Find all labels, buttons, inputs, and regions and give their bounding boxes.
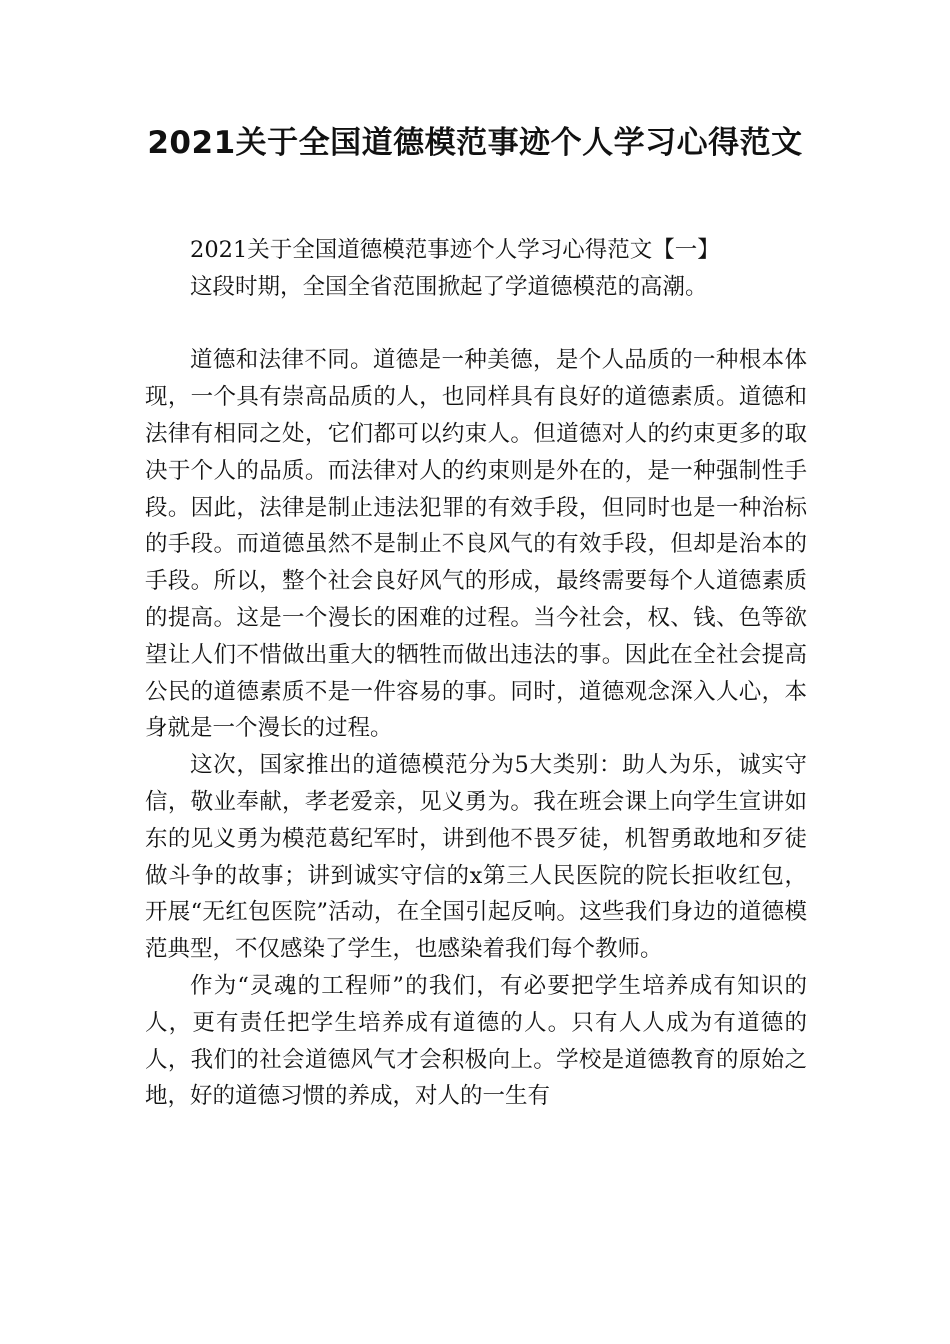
section-heading: 2021关于全国道德模范事迹个人学习心得范文【一】 bbox=[190, 237, 720, 263]
paragraph-3: 作为“灵魂的工程师”的我们，有必要把学生培养成有知识的人，更有责任把学生培养成有道德的人。只有人人成为有道德的人，我们的社会道德风气才会积极向上。学校是道德教育的原始之地，好的道德习惯的养成，对人的一生有 bbox=[145, 972, 807, 1110]
document-title: 2021关于全国道德模范事迹个人学习心得范文 bbox=[147, 125, 803, 161]
paragraph-1: 道德和法律不同。道德是一种美德，是个人品质的一种根本体现，一个具有崇高品质的人，也同样具有良好的道德素质。道德和法律有相同之处，它们都可以约束人。但道德对人的约束更多的取决于个人的品质。而法律对人的约束则是外在的，是一种强制性手段。因此，法律是制止违法犯罪的有效手段，但同时也是一种治标的手段。而道德虽然不是制止不良风气的有效手段，但却是治本的手段。所以，整个社会良好风气的形成，最终需要每个人道德素质的提高。这是一个漫长的困难的过程。当今社会，权、钱、色等欲望让人们不惜做出重大的牺牲而做出违法的事。因此在全社会提高公民的道德素质不是一件容易的事。同时，道德观念深入人心，本身就是一个漫长的过程。 bbox=[145, 347, 807, 742]
paragraph-2: 这次，国家推出的道德模范分为5大类别：助人为乐，诚实守信，敬业奉献，孝老爱亲，见义勇为。我在班会课上向学生宣讲如东的见义勇为模范葛纪军时，讲到他不畏歹徒，机智勇敢地和歹徒做斗争的故事；讲到诚实守信的x第三人民医院的院长拒收红包，开展“无红包医院”活动，在全国引起反响。这些我们身边的道德模范典型，不仅感染了学生，也感染着我们每个教师。 bbox=[145, 752, 807, 963]
document-body bbox=[145, 232, 807, 1115]
blank-line bbox=[145, 306, 807, 343]
intro-paragraph: 这段时期，全国全省范围掀起了学道德模范的高潮。 bbox=[190, 273, 708, 300]
